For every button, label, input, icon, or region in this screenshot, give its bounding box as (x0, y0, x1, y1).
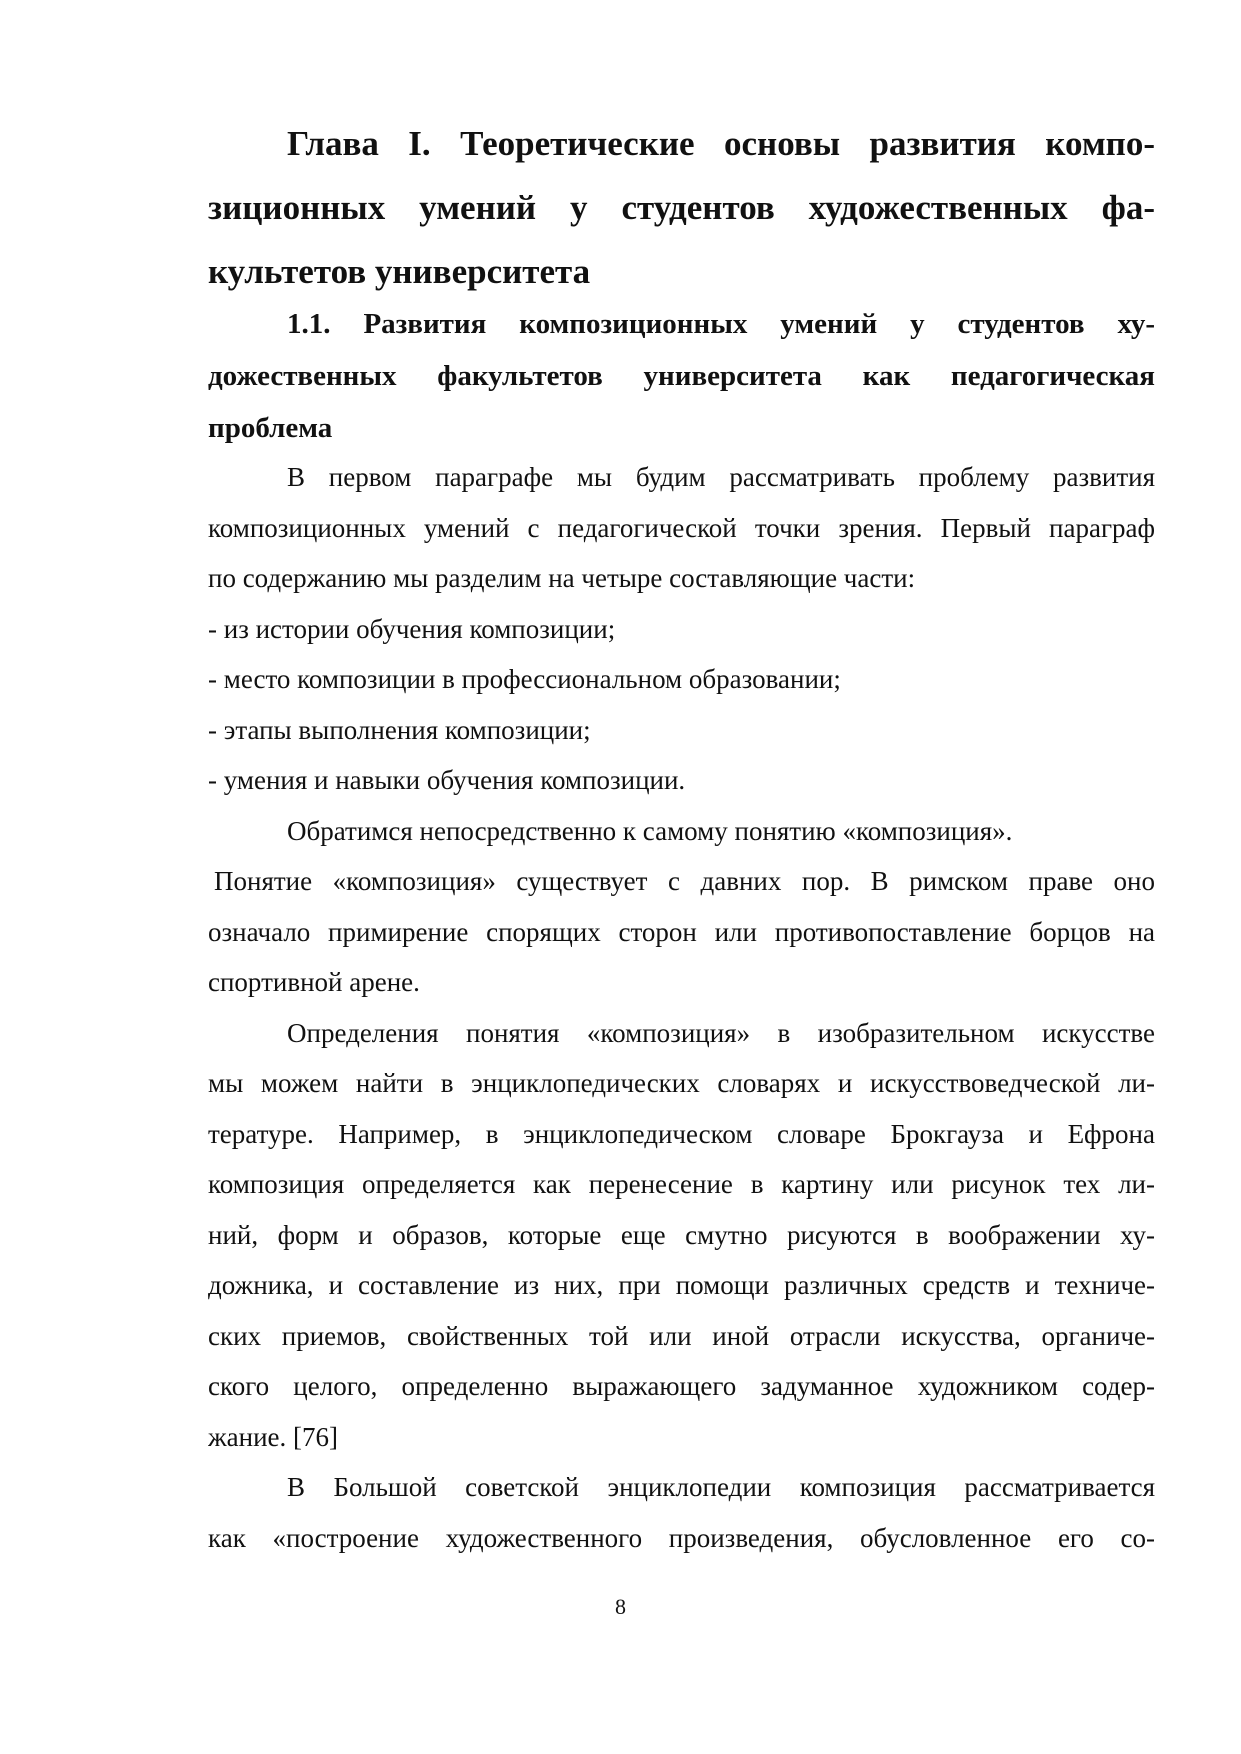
paragraph-line: как «построение художественного произведения, обусловленное его со- (208, 1522, 1155, 1553)
paragraph-line: по содержанию мы разделим на четыре составляющие части: (208, 563, 916, 593)
paragraph-line: жание. [76] (208, 1421, 339, 1452)
paragraph-line: тературе. Например, в энциклопедическом словаре Брокгауза и Ефрона (208, 1118, 1155, 1149)
chapter-heading-line: зиционных умений у студентов художественных фа- (208, 188, 1155, 227)
list-item: - этапы выполнения композиции; (208, 714, 591, 745)
paragraph-line: композиционных умений с педагогической точки зрения. Первый параграф (208, 512, 1155, 543)
paragraph-line: В Большой советской энциклопедии композиция рассматривается (287, 1472, 1155, 1502)
paragraph-line: дожника, и составление из них, при помощи различных средств и техниче- (208, 1270, 1155, 1300)
paragraph-line: композиция определяется как перенесение в картину или рисунок тех ли- (208, 1169, 1155, 1199)
section-heading-line: дожественных факультетов университета как педагогическая (208, 360, 1155, 392)
paragraph-line: Определения понятия «композиция» в изобразительном искусстве (287, 1017, 1155, 1048)
paragraph-line: Понятие «композиция» существует с давних пор. В римском праве оно (214, 866, 1155, 896)
paragraph-line: Обратимся непосредственно к самому понятию «композиция». (287, 815, 1013, 846)
paragraph-line: ских приемов, свойственных той или иной отрасли искусства, органиче- (208, 1320, 1155, 1351)
chapter-heading-line: Глава I. Теоретические основы развития компо- (287, 124, 1155, 163)
list-item: - умения и навыки обучения композиции. (208, 765, 686, 795)
page-number: 8 (615, 1594, 626, 1619)
section-heading-line: 1.1. Развития композиционных умений у студентов ху- (287, 308, 1155, 340)
paragraph-line: спортивной арене. (208, 967, 420, 997)
section-heading-line: проблема (208, 412, 333, 444)
body-text (208, 452, 1155, 1563)
paragraph-line: ний, форм и образов, которые еще смутно рисуются в воображении ху- (208, 1219, 1155, 1250)
paragraph-line: ского целого, определенно выражающего задуманное художником содер- (208, 1371, 1155, 1401)
paragraph-line: означало примирение спорящих сторон или противопоставление борцов на (208, 916, 1155, 947)
chapter-heading-line: культетов университета (208, 252, 591, 291)
list-item: - место композиции в профессиональном образовании; (208, 664, 841, 694)
chapter-heading (208, 112, 1155, 304)
page-content (208, 112, 1155, 1563)
paragraph-line: В первом параграфе мы будим рассматривать проблему развития (287, 462, 1155, 492)
list-item: - из истории обучения композиции; (208, 613, 616, 644)
section-heading (208, 298, 1155, 454)
paragraph-line: мы можем найти в энциклопедических словарях и искусствоведческой ли- (208, 1068, 1155, 1098)
